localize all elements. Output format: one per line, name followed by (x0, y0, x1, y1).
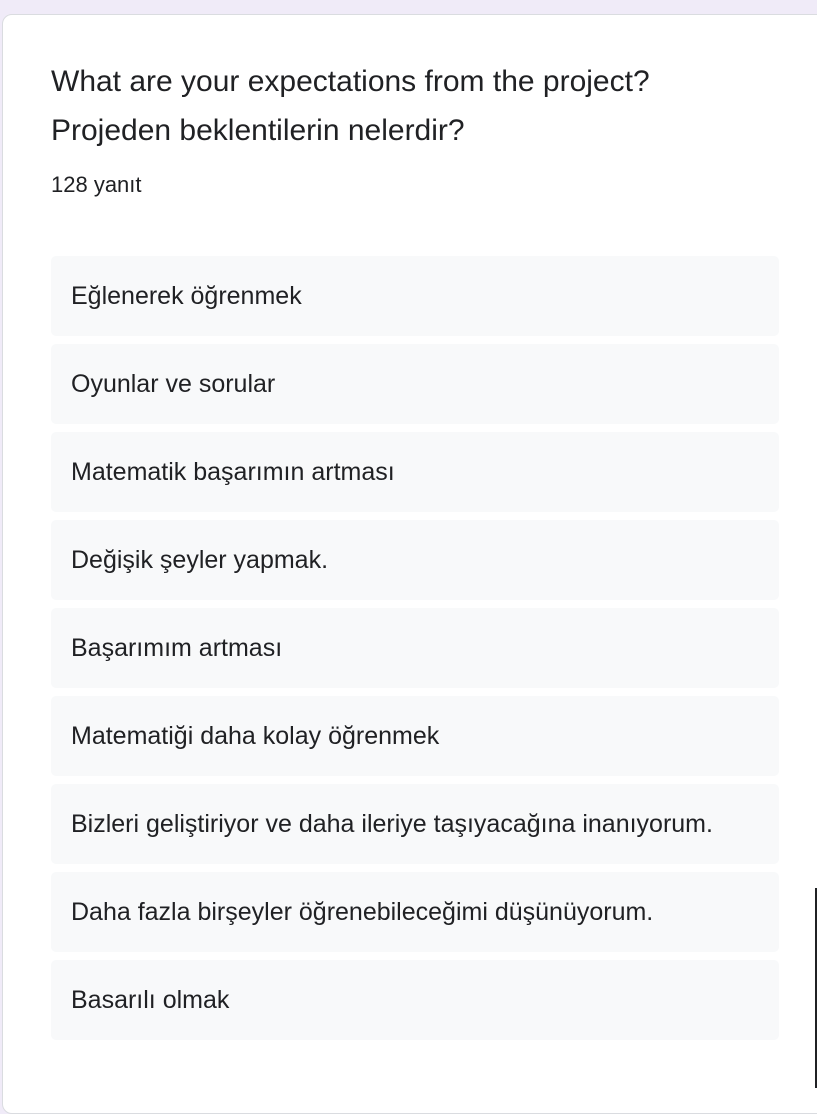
question-title-english: What are your expectations from the project? (51, 65, 650, 98)
answer-item: Bizleri geliştiriyor ve daha ileriye taşıyacağına inanıyorum. (51, 784, 779, 864)
answer-item: Eğlenerek öğrenmek (51, 256, 779, 336)
answer-item: Daha fazla birşeyler öğrenebileceğimi düşünüyorum. (51, 872, 779, 952)
response-count: 128 yanıt (51, 172, 142, 197)
question-card (2, 14, 817, 1114)
question-title (51, 57, 771, 155)
answer-item: Başarımım artması (51, 608, 779, 688)
answer-item: Matematik başarımın artması (51, 432, 779, 512)
answer-item: Basarılı olmak (51, 960, 779, 1040)
question-title-turkish: Projeden beklentilerin nelerdir? (51, 114, 465, 147)
answer-list (51, 256, 779, 1040)
answers-scroll-area[interactable] (51, 256, 779, 1047)
answer-item: Matematiği daha kolay öğrenmek (51, 696, 779, 776)
answer-item: Oyunlar ve sorular (51, 344, 779, 424)
answer-item: Değişik şeyler yapmak. (51, 520, 779, 600)
